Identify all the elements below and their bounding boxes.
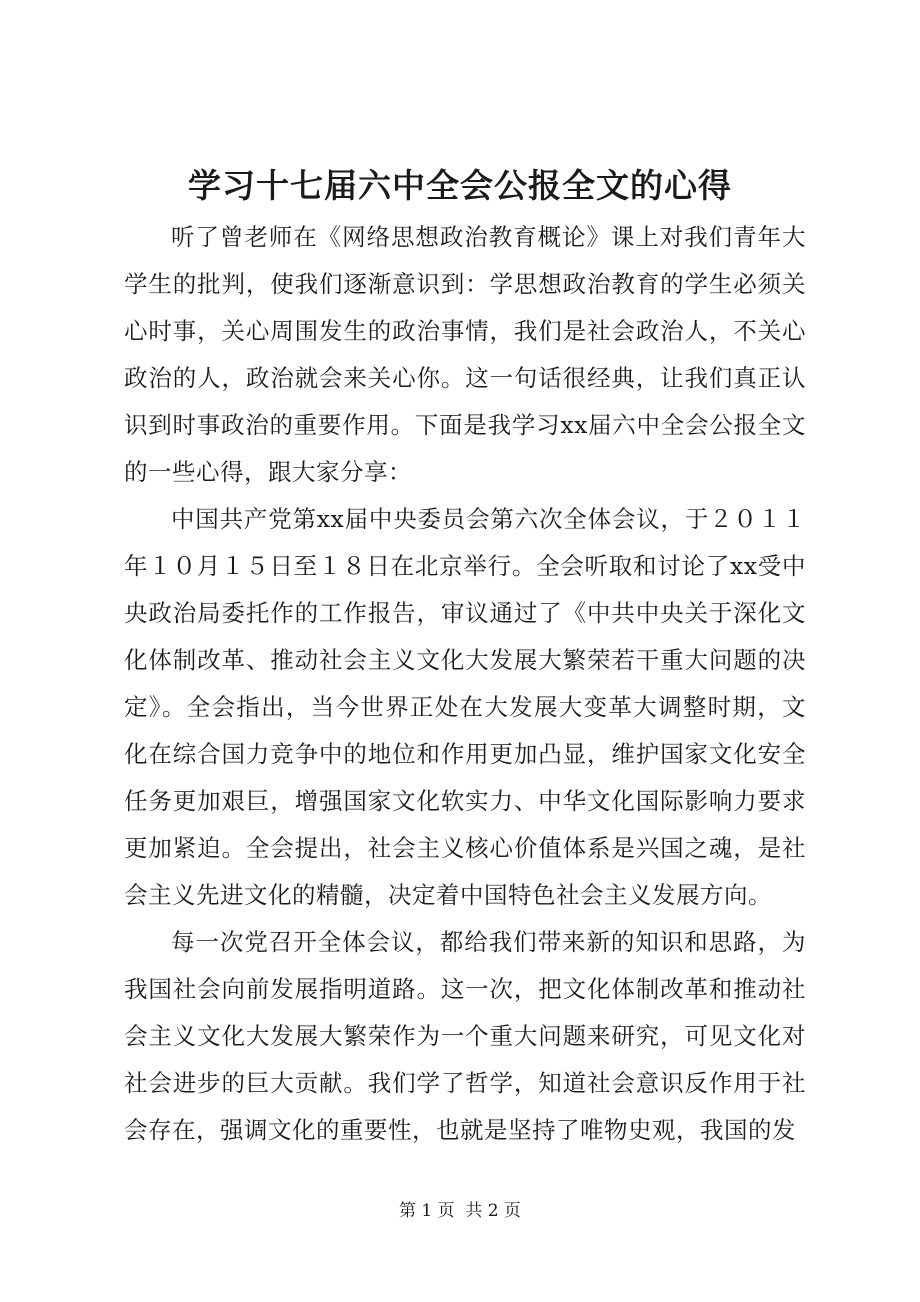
paragraph-2: 中国共产党第xx届中央委员会第六次全体会议，于２０１１年１０月１５日至１８日在北京举行。全会听取和讨论了xx受中央政治局委托作的工作报告，审议通过了《中共中央关于深化文化体制改革、推动社会主义文化大发展大繁荣若干重大问题的决定》。全会指出，当今世界正处在大发展大变革大调整时期，文化在综合国力竞争中的地位和作用更加凸显，维护国家文化安全任务更加艰巨，增强国家文化软实力、中华文化国际影响力要求更加紧迫。全会提出，社会主义核心价值体系是兴国之魂，是社会主义先进文化的精髓，决定着中国特色社会主义发展方向。 bbox=[124, 505, 806, 909]
page-footer bbox=[0, 1196, 920, 1226]
document-body bbox=[124, 214, 806, 1154]
document-title: 学习十七届六中全会公报全文的心得 bbox=[188, 166, 732, 205]
page-number: 第 1 页 共 2 页 bbox=[398, 1201, 522, 1221]
paragraph-1: 听了曾老师在《网络思想政治教育概论》课上对我们青年大学生的批判，使我们逐渐意识到：学思想政治教育的学生必须关心时事，关心周围发生的政治事情，我们是社会政治人，不关心政治的人，政治就会来关心你。这一句话很经典，让我们真正认识到时事政治的重要作用。下面是我学习xx届六中全会公报全文的一些心得，跟大家分享： bbox=[124, 223, 806, 486]
paragraph-3: 每一次党召开全体会议，都给我们带来新的知识和思路，为我国社会向前发展指明道路。这一次，把文化体制改革和推动社会主义文化大发展大繁荣作为一个重大问题来研究，可见文化对社会进步的巨大贡献。我们学了哲学，知道社会意识反作用于社会存在，强调文化的重要性，也就是坚持了唯物史观，我国的发 bbox=[124, 928, 806, 1144]
